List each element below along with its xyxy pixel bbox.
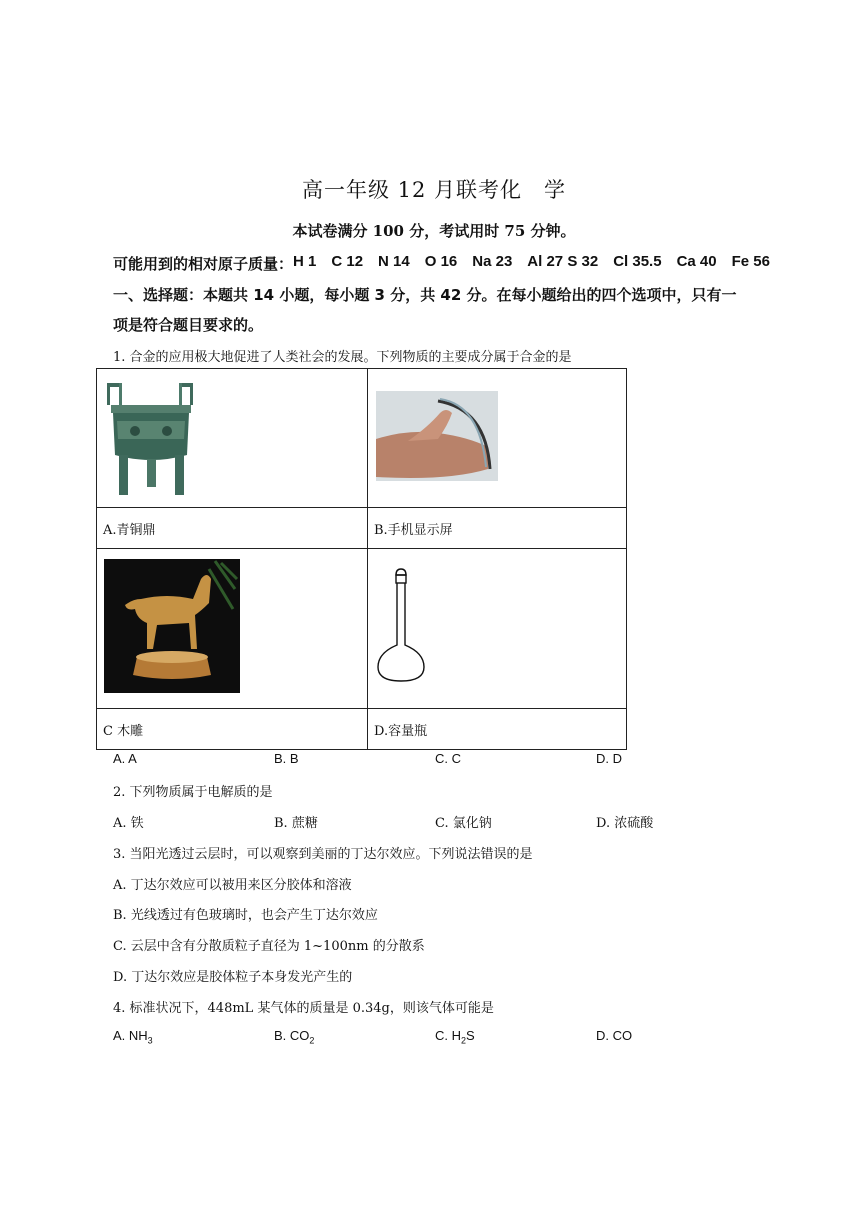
choice-a-subscript: 3 (147, 1035, 153, 1046)
question-4-stem: 4. 标准状况下，448mL 某气体的质量是 0.34g，则该气体可能是 (113, 1001, 494, 1016)
choice-b[interactable]: B. 蔗糖 (274, 816, 318, 831)
choice-c-suffix: S (466, 1028, 475, 1043)
option-d-label-cell (368, 709, 627, 750)
option-d-label: D.容量瓶 (374, 723, 428, 739)
choice-c-subscript: 2 (461, 1035, 467, 1046)
option-a-label: A.青铜鼎 (103, 522, 156, 538)
option-d-image-cell (368, 549, 627, 709)
option-c-image-cell (97, 549, 368, 709)
choice-a[interactable]: A. A (113, 751, 137, 766)
atomic-mass-item: Fe 56 (731, 253, 770, 270)
phone-screen-image (368, 369, 626, 503)
question-3-stem: 3. 当阳光透过云层时，可以观察到美丽的丁达尔效应。下列说法错误的是 (113, 847, 533, 862)
choice-c[interactable]: C. C (435, 751, 461, 766)
choice-a[interactable]: A. 丁达尔效应可以被用来区分胶体和溶液 (113, 878, 352, 893)
atomic-mass-item: Na 23 (472, 253, 513, 270)
choice-c-text: C. H (435, 1028, 461, 1043)
atomic-mass-item: Ca 40 (676, 253, 717, 270)
choice-c[interactable]: C. 氯化钠 (435, 816, 492, 831)
volumetric-flask-image (368, 549, 626, 704)
question-2-choices (113, 812, 757, 831)
atomic-mass-item: H 1 (293, 253, 317, 270)
question-1-stem: 1. 合金的应用极大地促进了人类社会的发展。下列物质的主要成分属于合金的是 (113, 350, 572, 365)
choice-b-text: B. CO (274, 1028, 310, 1043)
question-1-options-table (96, 368, 627, 750)
choice-d[interactable]: D. 丁达尔效应是胶体粒子本身发光产生的 (113, 970, 353, 985)
choice-a[interactable]: A. 铁 (113, 816, 144, 831)
atomic-mass-item: N 14 (378, 253, 410, 270)
option-b-image-cell (368, 369, 627, 508)
choice-b-subscript: 2 (309, 1035, 315, 1046)
choice-b[interactable]: B. B (274, 751, 299, 766)
option-b-label: B.手机显示屏 (374, 522, 453, 538)
choice-a-text: A. NH (113, 1028, 148, 1043)
question-1-choices (113, 751, 757, 766)
bronze-ding-image (97, 369, 367, 503)
exam-subtitle: 本试卷满分 100 分，考试用时 75 分钟。 (292, 222, 576, 240)
atomic-masses-label: 可能用到的相对原子质量： (113, 255, 294, 273)
option-c-label-cell (97, 709, 368, 750)
choice-b[interactable]: B. 光线透过有色玻璃时，也会产生丁达尔效应 (113, 908, 378, 923)
option-a-image-cell (97, 369, 368, 508)
option-a-label-cell (97, 508, 368, 549)
option-c-label: C 木雕 (103, 723, 144, 739)
question-4-choices (113, 1028, 757, 1046)
question-2-stem: 2. 下列物质属于电解质的是 (113, 785, 273, 800)
atomic-mass-item: O 16 (424, 253, 458, 270)
atomic-mass-item: C 12 (331, 253, 364, 270)
section-heading-line1: 一、选择题：本题共 14 小题，每小题 3 分，共 42 分。在每小题给出的四个选项中，只有一 (113, 286, 737, 304)
atomic-masses (113, 253, 770, 274)
option-b-label-cell (368, 508, 627, 549)
choice-d[interactable]: D. 浓硫酸 (596, 816, 654, 831)
section-heading-line2: 项是符合题目要求的。 (113, 316, 264, 334)
choice-d[interactable] (596, 1028, 757, 1046)
choice-d-text: D. CO (596, 1028, 633, 1043)
choice-a[interactable] (113, 1028, 274, 1046)
atomic-mass-item: Al 27 S 32 (527, 253, 599, 270)
wood-carving-image (97, 549, 367, 704)
choice-c[interactable]: C. 云层中含有分散质粒子直径为 1~100nm 的分散系 (113, 939, 425, 954)
atomic-mass-item: Cl 35.5 (613, 253, 662, 270)
choice-c[interactable] (435, 1028, 596, 1046)
choice-b[interactable] (274, 1028, 435, 1046)
page-title: 高一年级 12 月联考化 学 (301, 178, 567, 202)
choice-d[interactable]: D. D (596, 751, 622, 766)
